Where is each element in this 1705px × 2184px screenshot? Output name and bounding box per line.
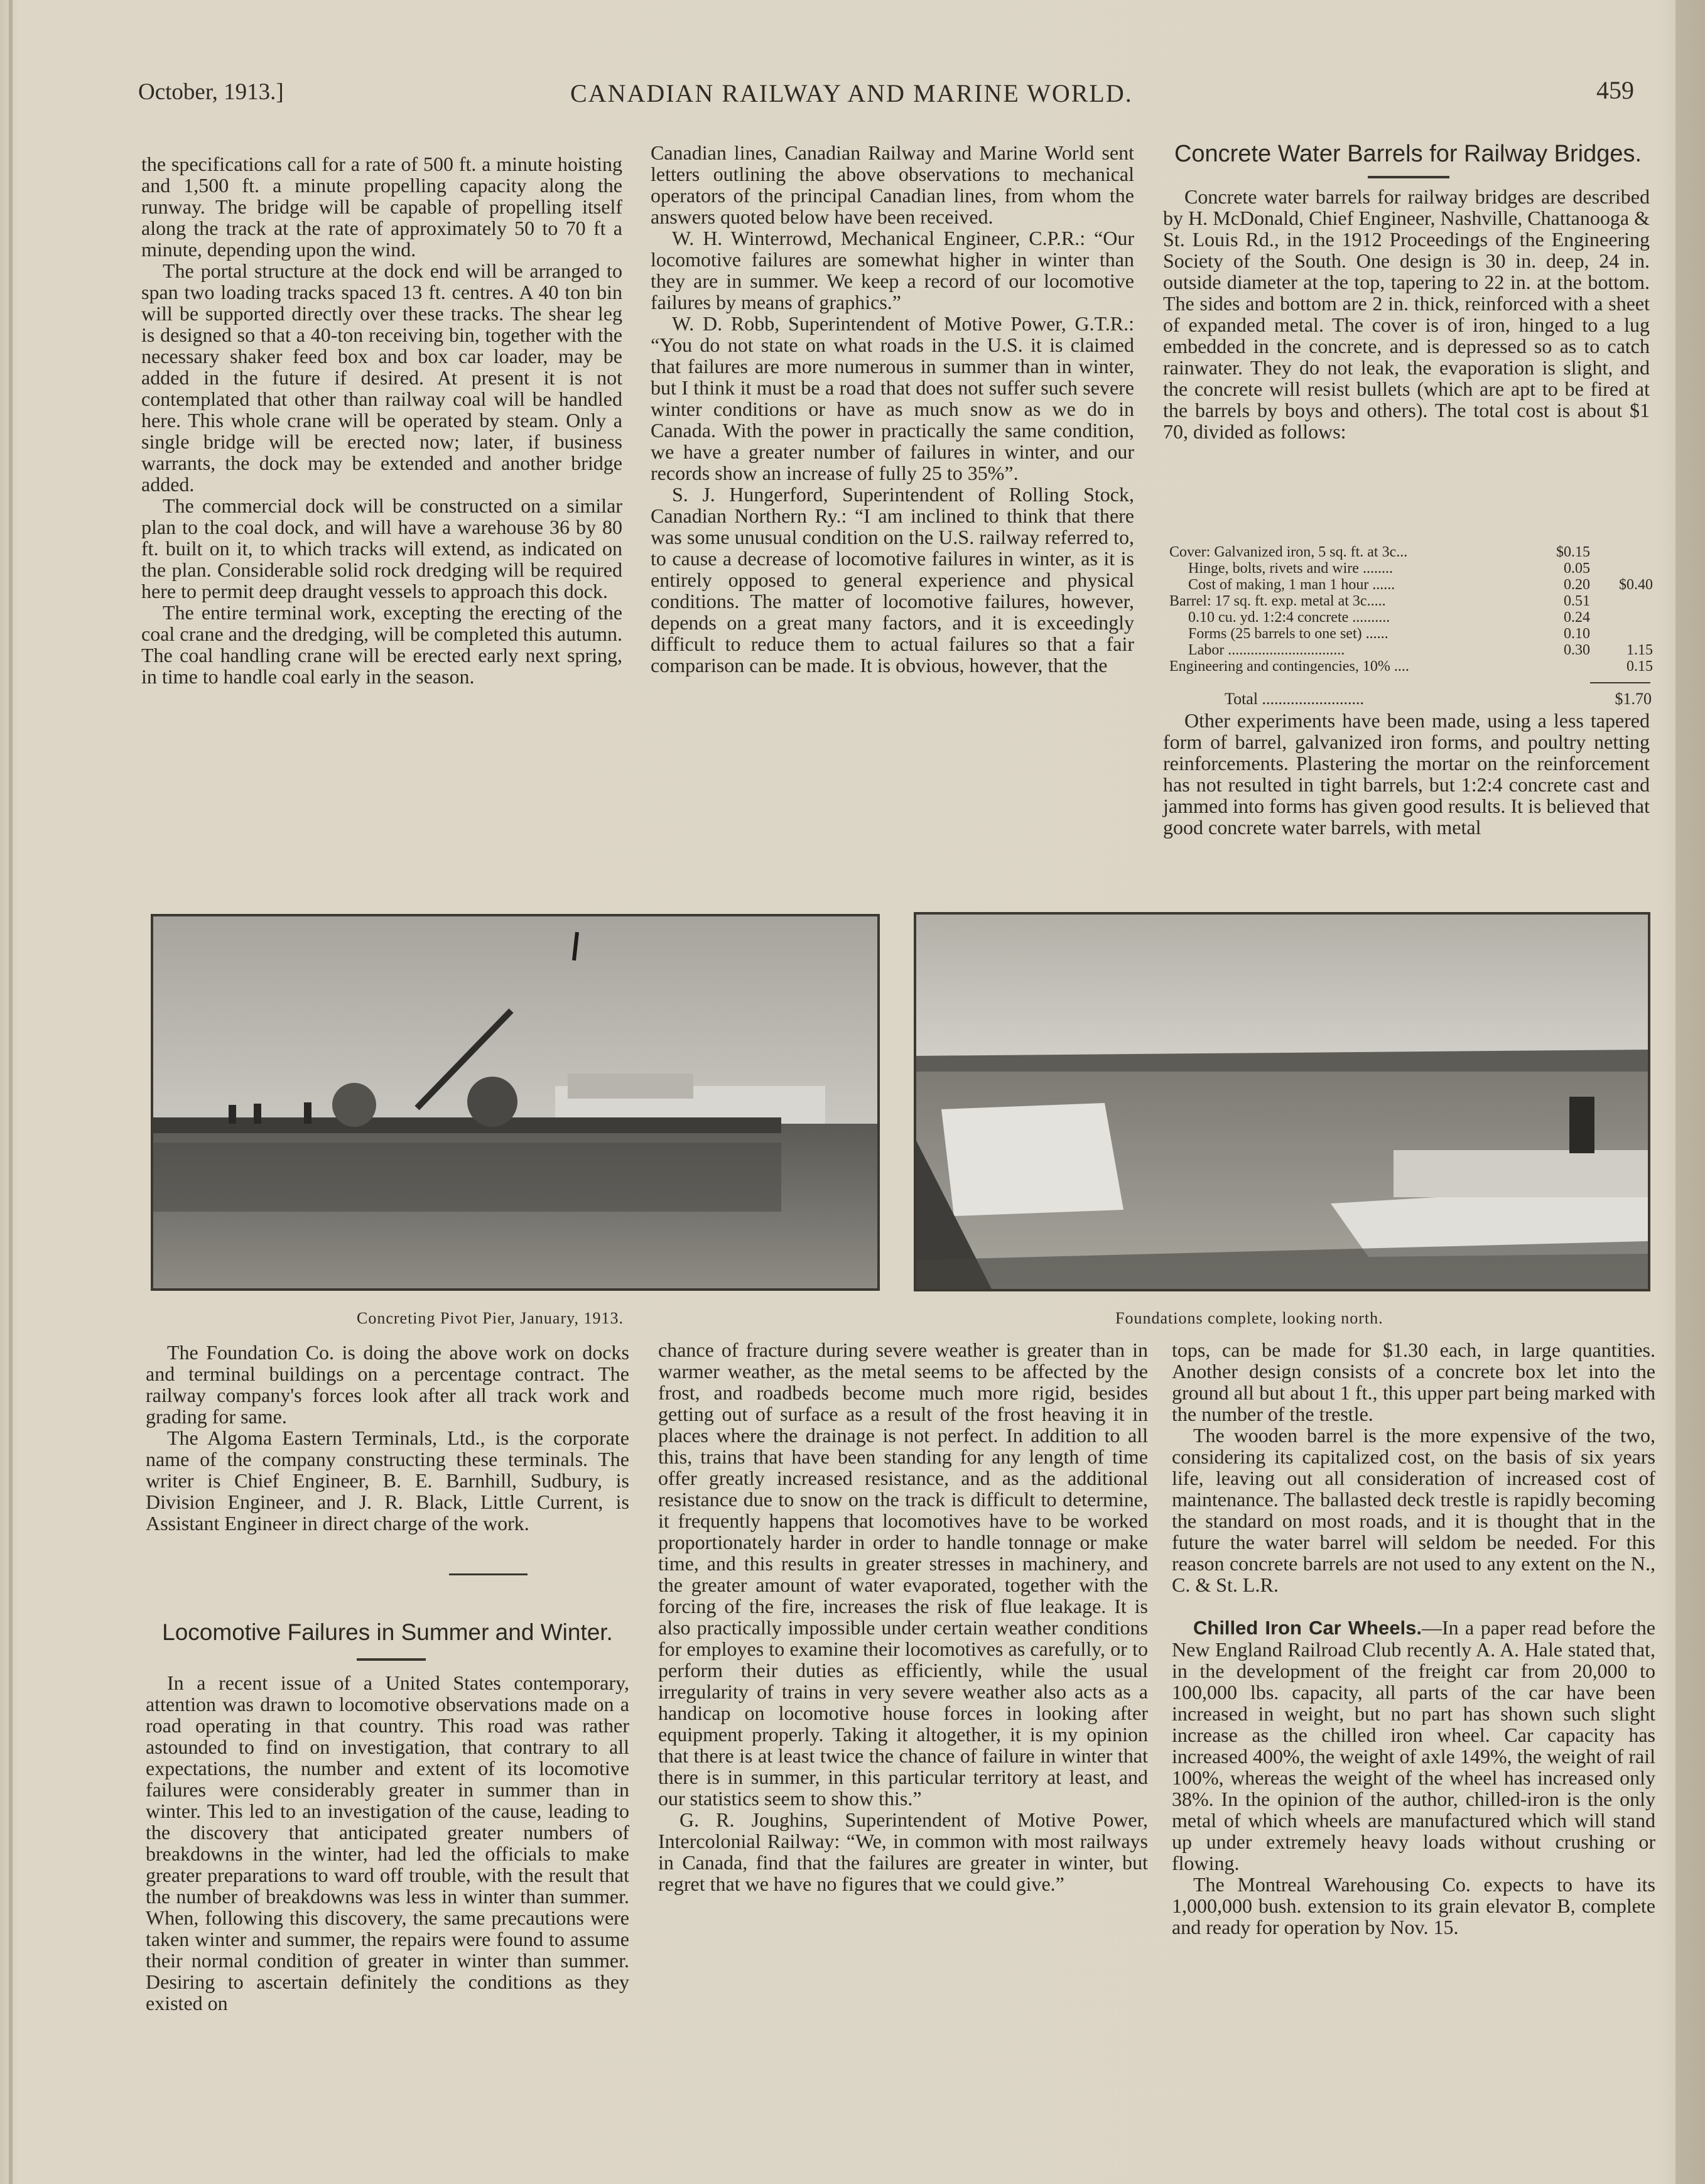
- column-1-top: [141, 153, 622, 687]
- cost-total-row: [1225, 690, 1652, 709]
- cost-table-row: [1169, 658, 1653, 675]
- cost-item-amount: 0.24: [1564, 609, 1590, 626]
- section-rule: [449, 1573, 528, 1575]
- cost-table-row: [1169, 593, 1653, 609]
- cost-subtotal: [1590, 626, 1653, 642]
- cost-subtotal: $0.40: [1619, 577, 1653, 593]
- cost-subtotal: [1590, 609, 1653, 626]
- paragraph: Canadian lines, Canadian Railway and Marine World sent letters outlining the above observations to mechanical operators of the principal Canadian lines, from whom the answers quoted below have been received.: [651, 141, 1134, 228]
- paragraph: [1172, 1617, 1655, 1874]
- total-value: $1.70: [1615, 690, 1652, 708]
- paragraph: W. D. Robb, Superintendent of Motive Power, G.T.R.: “You do not state on what roads in the U.S. it is claimed that failures are more numerous in summer than in winter, but I think it must be a road that does not suffer such severe winter conditions or have as much snow as we do in Canada. With the power in practically the same condition, we have a greater number of failures in winter, and our records show an increase of fully 25 to 35%”.: [651, 312, 1134, 484]
- cost-item-amount: 0.10: [1564, 626, 1590, 642]
- paragraph: The Algoma Eastern Terminals, Ltd., is the corporate name of the company constructing these terminals. The writer is Chief Engineer, B. E. Barnhill, Sudbury, is Division Engineer, and J. R. Black, Little Current, is Assistant Engineer in direct charge of the work.: [146, 1426, 629, 1535]
- paragraph: the specifications call for a rate of 500 ft. a minute hoisting and 1,500 ft. a minute propelling capacity along the runway. The bridge will be capable of propelling itself along the track at the rate of approximately 50 to 70 ft a minute, depending upon the wind.: [141, 153, 622, 261]
- photo-foundations-complete: [914, 912, 1650, 1291]
- cost-item-label: 0.10 cu. yd. 1:2:4 concrete ..........: [1188, 609, 1390, 626]
- column-1-bottom-continued: [146, 1672, 629, 2014]
- paragraph: S. J. Hungerford, Superintendent of Rolling Stock, Canadian Northern Ry.: “I am inclined to think that there was some unusual condition on the U.S. railway referred to, to cause a decrease of locomotive failures in winter, as it is entirely opposed to general experience and physical conditions. The matter of locomotive failures, however, depends on a great many factors, and it is exceedingly difficult to reduce them to actual failures so that a fair comparison can be made. It is obvious, however, that the: [651, 483, 1134, 676]
- column-2-top: [651, 142, 1134, 676]
- photo-concreting-pivot-pier: [151, 914, 880, 1291]
- photo-pier-image: [153, 916, 877, 1288]
- cost-subtotal: [1590, 544, 1653, 560]
- paragraph: The Montreal Warehousing Co. expects to have its 1,000,000 bush. extension to its grain elevator B, complete and ready for operation by Nov. 15.: [1172, 1873, 1655, 1938]
- cost-table-row: [1169, 642, 1653, 658]
- cost-item-amount: [1546, 658, 1590, 675]
- cost-subtotal: [1590, 593, 1653, 609]
- cost-item-label: Cost of making, 1 man 1 hour ......: [1188, 577, 1395, 593]
- page-number: 459: [1596, 76, 1634, 104]
- photo-foundations-image: [916, 915, 1648, 1289]
- paragraph: G. R. Joughins, Superintendent of Motive Power, Intercolonial Railway: “We, in common with most railways in Canada, find that the failures are greater in winter, but regret that we have no figures that we could give.”: [658, 1808, 1148, 1895]
- cost-subtotal: [1590, 560, 1653, 577]
- cost-item-label: Cover: Galvanized iron, 5 sq. ft. at 3c...: [1169, 544, 1408, 560]
- photo-caption-right: Foundations complete, looking north.: [1115, 1309, 1383, 1327]
- paragraph: The entire terminal work, excepting the erecting of the coal crane and the dredging, will be completed this autumn. The coal handling crane will be erected early next spring, in time to handle coal early in the season.: [141, 601, 622, 688]
- column-3-top-continued: [1163, 710, 1650, 838]
- paragraph: W. H. Winterrowd, Mechanical Engineer, C.P.R.: “Our locomotive failures are somewhat higher in winter than they are in summer. We keep a record of our locomotive failures by means of graphics.”: [651, 227, 1134, 313]
- cost-item-amount: 0.05: [1564, 560, 1590, 577]
- column-3-top: [1163, 186, 1650, 442]
- column-3-bottom: [1172, 1339, 1655, 1938]
- page-right-edge: [1675, 0, 1705, 2184]
- paragraph: Concrete water barrels for railway bridges are described by H. McDonald, Chief Engineer, Nashville, Chattanooga & St. Louis Rd., in the 1912 Proceedings of the Engineering Society of the South. One design is 30 in. deep, 24 in. outside diameter at the top, tapering to 22 in. at the bottom. The sides and bottom are 2 in. thick, reinforced with a sheet of expanded metal. The cover is of iron, hinged to a lug embedded in the concrete, and is depressed so as to catch rainwater. They do not leak, the evaporation is slight, and the concrete will resist bullets (which are apt to be fired at the barrels by boys and others). The total cost is about $1 70, divided as follows:: [1163, 185, 1650, 443]
- cost-table-row: [1169, 577, 1653, 593]
- header-date: October, 1913.]: [138, 79, 284, 105]
- binding-edge: [9, 0, 13, 2184]
- cost-item-label: Hinge, bolts, rivets and wire ........: [1188, 560, 1393, 577]
- header-title: CANADIAN RAILWAY AND MARINE WORLD.: [570, 79, 1133, 107]
- column-2-bottom: [658, 1339, 1148, 1894]
- cost-item-label: Forms (25 barrels to one set) ......: [1188, 626, 1388, 642]
- cost-table-row: [1169, 544, 1653, 560]
- article-heading-concrete-barrels: Concrete Water Barrels for Railway Bridges.: [1174, 141, 1642, 167]
- paragraph: chance of fracture during severe weather is greater than in warmer weather, as the metal seems to be affected by the frost, and roadbeds become much more rigid, besides getting out of surface as a result of the frost heaving it in places where the drainage is not perfect. In addition to all this, trains that have been standing for any length of time offer greatly increased resistance, and as the additional resistance due to snow on the track is difficult to determine, it frequently happens that locomotives have to be worked proportionately harder in order to handle tonnage or make time, and this results in greater stresses in machinery, and the greater amount of water evaporated, together with the forcing of the fire, increases the risk of flue leakage. It is also practically impossible under certain weather conditions for employes to examine their locomotives as carefully, or to perform their duties as efficiently, while the usual irregularity of trains in very severe weather also acts as a handicap on locomotive house forces in looking after equipment properly. Taking it altogether, it is my opinion that there is at least twice the chance of failure in winter that there is in summer, in this particular territory at least, and our statistics seem to show this.”: [658, 1339, 1148, 1810]
- cost-item-label: Labor ...............................: [1188, 642, 1345, 658]
- runin-title: Chilled Iron Car Wheels.: [1193, 1617, 1422, 1639]
- cost-subtotal: 1.15: [1627, 642, 1653, 658]
- column-1-bottom: [146, 1342, 629, 1534]
- heading-rule: [357, 1658, 426, 1661]
- photo-caption-left: Concreting Pivot Pier, January, 1913.: [357, 1309, 624, 1327]
- cost-table: [1169, 544, 1653, 675]
- cost-item-label: Engineering and contingencies, 10% ....: [1169, 658, 1409, 675]
- paragraph: The portal structure at the dock end will be arranged to span two loading tracks spaced 13 ft. centres. A 40 ton bin will be supported directly over these tracks. The shear leg is designed so that a 40-ton receiving bin, together with the necessary shaker feed box and box car loader, may be added in the future if desired. At present it is not contemplated that other than railway coal will be handled here. This whole crane will be operated by steam. Only a single bridge will be erected now; later, if business warrants, the dock may be extended and another bridge added.: [141, 259, 622, 496]
- runin-text: —In a paper read before the New England Railroad Club recently A. A. Hale stated that, in the development of the freight car from 20,000 to 100,000 lbs. capacity, all parts of the car have been increased in weight, but no part has shown such slight increase as the chilled iron wheel. Car capacity has increased 400%, the weight of axle 149%, the weight of rail 100%, whereas the weight of the wheel has increased only 38%. In the opinion of the author, chilled-iron is the only metal of which wheels are manufactured which will stand up under extremely heavy loads without crushing or flowing.: [1172, 1616, 1656, 1874]
- cost-subtotal: 0.15: [1627, 658, 1653, 675]
- cost-item-label: Barrel: 17 sq. ft. exp. metal at 3c.....: [1169, 593, 1386, 609]
- total-rule: [1590, 682, 1650, 683]
- paragraph: The commercial dock will be constructed on a similar plan to the coal dock, and will have a warehouse 36 by 80 ft. built on it, to which tracks will extend, as indicated on the plan. Considerable solid rock dredging will be required here to permit deep draught vessels to approach this dock.: [141, 494, 622, 602]
- cost-item-amount: 0.30: [1564, 642, 1590, 658]
- cost-item-amount: $0.15: [1556, 544, 1590, 560]
- cost-table-row: [1169, 609, 1653, 626]
- cost-item-amount: 0.51: [1564, 593, 1590, 609]
- paragraph: tops, can be made for $1.30 each, in large quantities. Another design consists of a concrete box let into the ground all but about 1 ft., this upper part being marked with the number of the trestle.: [1172, 1339, 1655, 1425]
- paragraph: In a recent issue of a United States contemporary, attention was drawn to locomotive observations made on a road operating in that country. This road was rather astounded to find on investigation, that contrary to all expectations, the number and extent of its locomotive failures were considerably greater in summer than in winter. This led to an investigation of the cause, leading to the discovery that anticipated greater numbers of breakdowns in the winter, had led the officials to make greater preparations to ward off trouble, with the result that the number of breakdowns was less in winter than summer. When, following this discovery, the same precautions were taken winter and summer, the repairs were found to assume their normal condition of greater in winter than summer. Desiring to ascertain definitely the conditions as they existed on: [146, 1671, 629, 2014]
- heading-rule: [1368, 176, 1449, 178]
- paragraph: Other experiments have been made, using a less tapered form of barrel, galvanized iron forms, and poultry netting reinforcements. Plastering the mortar on the reinforcement has not resulted in tight barrels, but 1:2:4 concrete cast and jammed into forms has given good results. It is believed that good concrete water barrels, with metal: [1163, 709, 1650, 839]
- article-heading-locomotive-failures: Locomotive Failures in Summer and Winter.: [162, 1619, 613, 1645]
- total-label: Total .........................: [1225, 690, 1365, 708]
- cost-table-row: [1169, 626, 1653, 642]
- paragraph: The Foundation Co. is doing the above work on docks and terminal buildings on a percentage contract. The railway company's forces look after all track work and grading for same.: [146, 1341, 629, 1428]
- cost-item-amount: 0.20: [1564, 577, 1590, 593]
- cost-table-row: [1169, 560, 1653, 577]
- paragraph: The wooden barrel is the more expensive of the two, considering its capitalized cost, on the basis of six years life, leaving out all consideration of increased cost of maintenance. The ballasted deck trestle is rapidly becoming the standard on most roads, and it is thought that in the future the water barrel will seldom be needed. For this reason concrete barrels are not used to any extent on the N., C. & St. L.R.: [1172, 1424, 1655, 1596]
